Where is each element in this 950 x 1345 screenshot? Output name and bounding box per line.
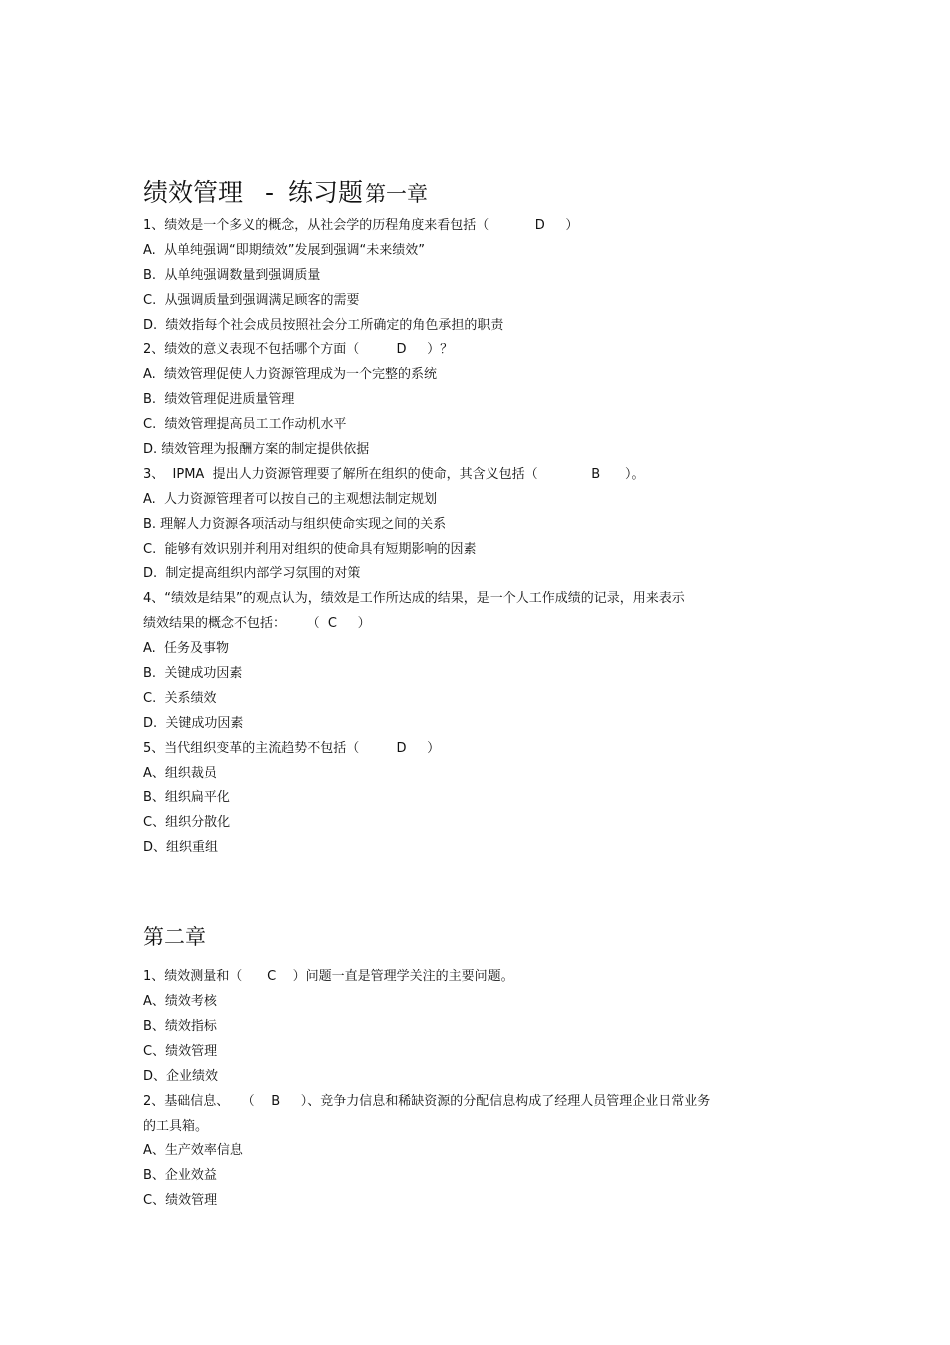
text-line: D. 绩效指每个社会成员按照社会分工所确定的角色承担的职责 [143,317,504,333]
title-separator: - [265,178,275,207]
text-line: B. 关键成功因素 [143,666,243,682]
text-line: C、组织分散化 [143,815,231,831]
title-main: 绩效管理 [143,178,244,207]
text-line: C、绩效管理 [143,1193,218,1209]
page-title [143,176,783,210]
text-line: 1、绩效是一个多义的概念，从社会学的历程角度来看包括（ D ） [143,218,579,233]
title-chapter: 第一章 [365,182,429,206]
text-line: 2、基础信息、 （ B ）、竞争力信息和稀缺资源的分配信息构成了经理人员管理企业日常业务 [143,1093,711,1109]
text-line: 4、“绩效是结果”的观点认为，绩效是工作所达成的结果，是一个人工作成绩的记录，用来表示 [143,591,685,607]
title-sub: 练习题 [288,178,364,207]
text-line: 2、绩效的意义表现不包括哪个方面（ D ）？ [143,342,454,358]
text-line: B、企业效益 [143,1168,217,1184]
text-line: B、组织扁平化 [143,790,230,806]
text-line: B. 理解人力资源各项活动与组织使命实现之间的关系 [143,516,447,532]
text-line: C. 从强调质量到强调满足顾客的需要 [143,292,360,308]
text-line: B、绩效指标 [143,1018,217,1034]
text-line: D. 绩效管理为报酬方案的制定提供依据 [143,442,370,458]
chapter1-questions [143,214,783,861]
text-line: 5、当代组织变革的主流趋势不包括（ D ） [143,740,441,756]
text-line: A. 任务及事物 [143,641,230,657]
text-line: C、绩效管理 [143,1043,218,1059]
text-line: D、组织重组 [143,840,219,856]
text-line: A、绩效考核 [143,994,217,1010]
text-line: A. 人力资源管理者可以按自己的主观想法制定规划 [143,491,438,507]
text-line: 绩效结果的概念不包括： （ C ） [143,616,371,632]
text-line: A、生产效率信息 [143,1143,243,1159]
text-line: D. 关键成功因素 [143,715,244,731]
text-line: B. 绩效管理促进质量管理 [143,392,295,408]
text-line: A、组织裁员 [143,765,217,781]
chapter2-questions [143,965,783,1214]
text-line: 3、 IPMA 提出人力资源管理要了解所在组织的使命，其含义包括（ B ）。 [143,466,645,482]
text-line: B. 从单纯强调数量到强调质量 [143,267,321,283]
chapter2-heading: 第二章 [143,925,206,950]
document-body [143,176,783,1214]
text-line: 1、绩效测量和（ C ）问题一直是管理学关注的主要问题。 [143,969,514,985]
text-line: D、企业绩效 [143,1068,219,1084]
text-line: D. 制定提高组织内部学习氛围的对策 [143,566,361,582]
text-line: A. 绩效管理促使人力资源管理成为一个完整的系统 [143,367,438,383]
text-line: C. 绩效管理提高员工工作动机水平 [143,417,347,433]
text-line: C. 能够有效识别并利用对组织的使命具有短期影响的因素 [143,541,477,557]
text-line: C. 关系绩效 [143,690,217,706]
section-gap [143,861,783,909]
text-line: A. 从单纯强调“即期绩效”发展到强调“未来绩效” [143,242,426,258]
text-line: 的工具箱。 [143,1118,209,1134]
